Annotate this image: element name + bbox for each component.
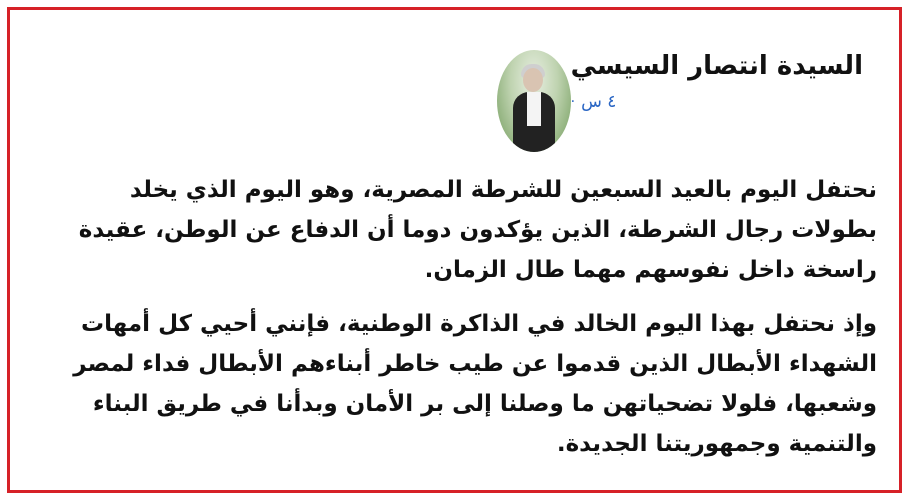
post-timestamp[interactable]: ٤ س: [581, 92, 617, 112]
avatar-face: [523, 68, 543, 92]
post-paragraph-1: نحتفل اليوم بالعيد السبعين للشرطة المصرية، وهو اليوم الذي يخلد بطولات رجال الشرطة، الذين يؤكدون دوما أن الدفاع عن الوطن، عقيدة راسخة داخل نفوسهم مهما طال الزمان.: [78, 177, 877, 283]
post-header: [477, 50, 877, 152]
post-frame: [7, 7, 902, 493]
post-body: [37, 170, 877, 478]
avatar-scarf: [527, 92, 541, 126]
avatar[interactable]: [497, 50, 571, 152]
post-paragraph-2: وإذ نحتفل بهذا اليوم الخالد في الذاكرة الوطنية، فإنني أحيي كل أمهات الشهداء الأبطال الذين قدموا عن طيب خاطر أبناءهم الأبطال فداء لمصر وشعبها، فلولا تضحياتهن ما وصلنا إلى بر الأمان وبدأنا في طريق البناء والتنمية وجمهوريتنا الجديدة.: [73, 311, 877, 457]
author-block: [571, 50, 863, 112]
author-name[interactable]: السيدة انتصار السيسي: [570, 51, 863, 81]
post-meta: [571, 92, 617, 112]
dot-icon: ·: [570, 94, 576, 110]
